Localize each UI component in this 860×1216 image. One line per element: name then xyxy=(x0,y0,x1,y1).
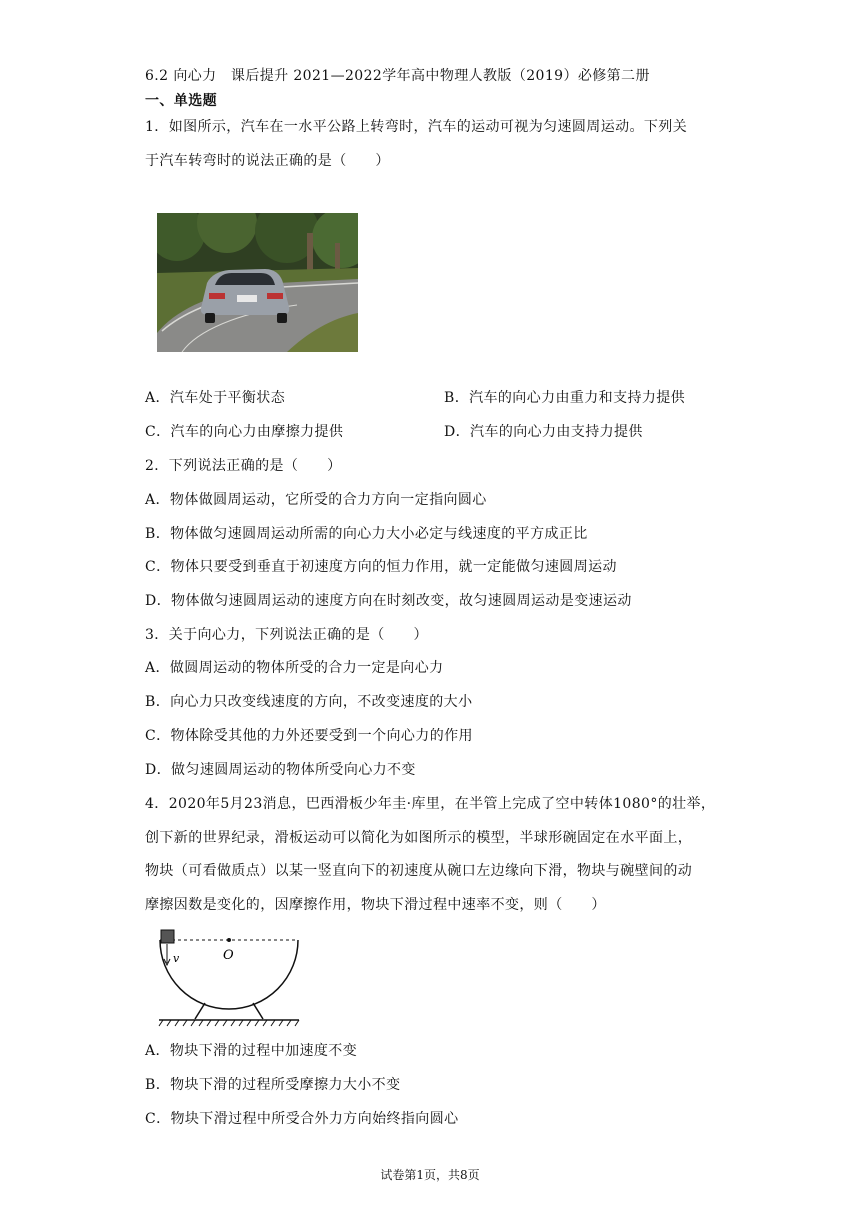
q1-stem-line1: 1．如图所示，汽车在一水平公路上转弯时，汽车的运动可视为匀速圆周运动。下列关 xyxy=(145,119,688,135)
hemisphere-bowl-diagram xyxy=(157,925,302,1029)
q2-stem: 2．下列说法正确的是（ ） xyxy=(145,458,342,474)
q1-stem-line2: 于汽车转弯时的说法正确的是（ ） xyxy=(145,153,390,169)
section-heading: 一、单选题 xyxy=(145,93,217,109)
q2-option-b: B．物体做匀速圆周运动所需的向心力大小必定与线速度的平方成正比 xyxy=(145,526,588,542)
page-title: 6.2 向心力 课后提升 2021—2022学年高中物理人教版（2019）必修第二册 xyxy=(145,68,650,84)
q1-option-d: D．汽车的向心力由支持力提供 xyxy=(444,424,643,440)
q4-stem-line3: 物块（可看做质点）以某一竖直向下的初速度从碗口左边缘向下滑，物块与碗壁间的动 xyxy=(145,863,693,879)
q4-option-a: A．物块下滑的过程中加速度不变 xyxy=(145,1043,358,1059)
q3-stem: 3．关于向心力，下列说法正确的是（ ） xyxy=(145,627,428,643)
q3-option-c: C．物体除受其他的力外还要受到一个向心力的作用 xyxy=(145,728,473,744)
q2-option-a: A．物体做圆周运动，它所受的合力方向一定指向圆心 xyxy=(145,492,487,508)
page-footer: 试卷第1页，共8页 xyxy=(380,1168,480,1182)
q4-stem-line1: 4．2020年5月23消息，巴西滑板少年圭·库里，在半管上完成了空中转体1080°的壮举， xyxy=(145,796,716,812)
center-label: O xyxy=(223,948,234,963)
q4-option-c: C．物块下滑过程中所受合外力方向始终指向圆心 xyxy=(145,1111,459,1127)
q1-option-a: A．汽车处于平衡状态 xyxy=(145,390,286,406)
car-turning-photo xyxy=(157,213,358,352)
q1-option-b: B．汽车的向心力由重力和支持力提供 xyxy=(444,390,686,406)
q4-option-b: B．物块下滑的过程所受摩擦力大小不变 xyxy=(145,1077,401,1093)
q4-stem-line2: 创下新的世界纪录，滑板运动可以简化为如图所示的模型，半球形碗固定在水平面上， xyxy=(145,830,693,846)
q2-option-d: D．物体做匀速圆周运动的速度方向在时刻改变，故匀速圆周运动是变速运动 xyxy=(145,593,632,609)
velocity-label: v xyxy=(173,952,180,965)
q3-option-d: D．做匀速圆周运动的物体所受向心力不变 xyxy=(145,762,416,778)
q3-option-a: A．做圆周运动的物体所受的合力一定是向心力 xyxy=(145,660,444,676)
q3-option-b: B．向心力只改变线速度的方向，不改变速度的大小 xyxy=(145,694,473,710)
q1-option-c: C．汽车的向心力由摩擦力提供 xyxy=(145,424,344,440)
q2-option-c: C．物体只要受到垂直于初速度方向的恒力作用，就一定能做匀速圆周运动 xyxy=(145,559,617,575)
q4-stem-line4: 摩擦因数是变化的，因摩擦作用，物块下滑过程中速率不变，则（ ） xyxy=(145,897,606,913)
